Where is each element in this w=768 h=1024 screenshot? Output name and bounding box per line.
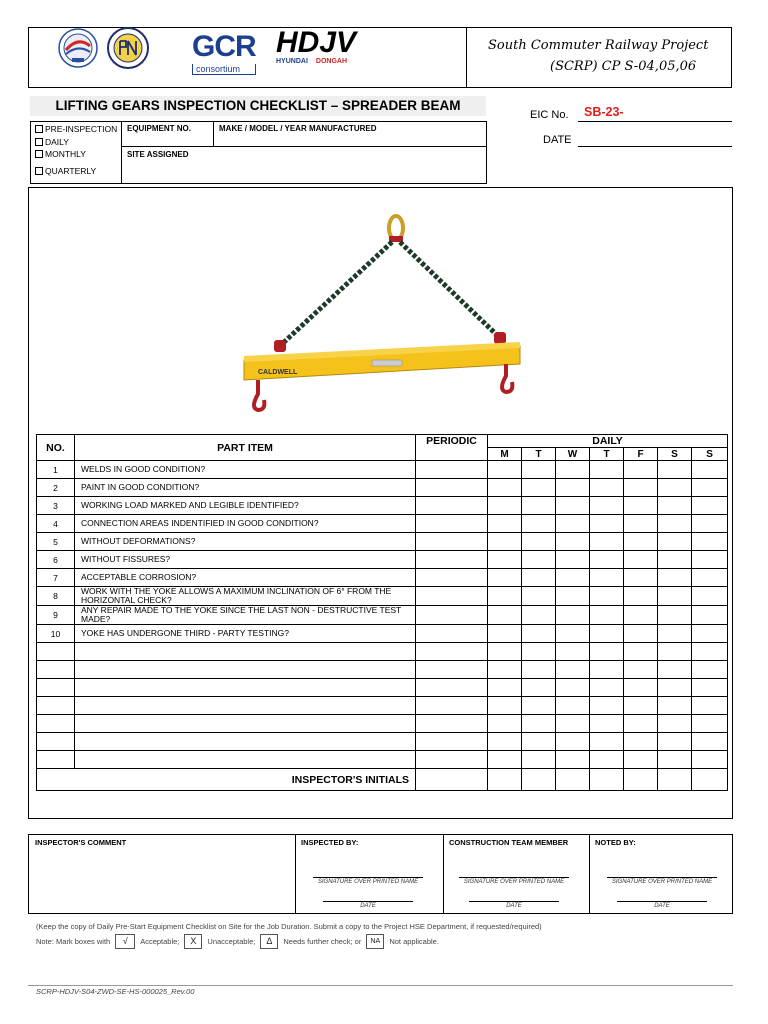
daily-cell[interactable] xyxy=(624,733,658,751)
equipment-no-label: EQUIPMENT NO. xyxy=(127,124,192,133)
triangle-icon: Δ xyxy=(260,934,278,949)
dongah-brand: DONGAH xyxy=(315,58,348,65)
row-part-item: ACCEPTABLE CORROSION? xyxy=(75,569,416,587)
daily-cell[interactable] xyxy=(590,751,624,769)
day-header-tue: T xyxy=(522,448,556,461)
periodic-cell[interactable] xyxy=(416,679,488,697)
daily-cell[interactable] xyxy=(624,569,658,587)
periodic-cell[interactable] xyxy=(416,479,488,497)
daily-cell[interactable] xyxy=(624,715,658,733)
daily-cell[interactable] xyxy=(488,461,522,479)
daily-cell[interactable] xyxy=(556,697,590,715)
daily-cell[interactable] xyxy=(624,625,658,643)
daily-cell[interactable] xyxy=(692,733,728,751)
checkbox-icon[interactable] xyxy=(35,138,43,146)
option-monthly[interactable]: MONTHLY xyxy=(35,149,86,159)
row-part-item: CONNECTION AREAS INDENTIFIED IN GOOD CONDITION? xyxy=(75,515,416,533)
periodic-subheader xyxy=(416,448,488,461)
eic-value[interactable]: SB-23- xyxy=(584,105,624,119)
daily-cell[interactable] xyxy=(590,697,624,715)
gcr-logo-text: GCR xyxy=(192,30,256,63)
col-header-part-item: PART ITEM xyxy=(75,435,416,461)
daily-cell[interactable] xyxy=(692,679,728,697)
daily-cell[interactable] xyxy=(522,715,556,733)
checkbox-icon[interactable] xyxy=(35,150,43,158)
row-part-item: WORK WITH THE YOKE ALLOWS A MAXIMUM INCLINATION OF 6° FROM THE HORIZONTAL CHECK? xyxy=(75,587,416,606)
table-row xyxy=(37,587,728,606)
row-number: 7 xyxy=(37,569,75,587)
table-row xyxy=(37,461,728,479)
checkbox-icon[interactable] xyxy=(35,167,43,175)
daily-cell[interactable] xyxy=(488,533,522,551)
daily-cell[interactable] xyxy=(488,606,522,625)
noted-by-label: NOTED BY: xyxy=(595,838,636,847)
daily-cell[interactable] xyxy=(590,606,624,625)
header-divider xyxy=(466,28,467,87)
daily-cell[interactable] xyxy=(692,697,728,715)
daily-cell[interactable] xyxy=(522,625,556,643)
day-header-sun: S xyxy=(692,448,728,461)
daily-cell[interactable] xyxy=(692,715,728,733)
daily-cell[interactable] xyxy=(488,697,522,715)
row-number xyxy=(37,679,75,697)
row-number: 8 xyxy=(37,587,75,606)
daily-cell[interactable] xyxy=(556,587,590,606)
periodic-cell[interactable] xyxy=(416,497,488,515)
day-header-thu: T xyxy=(590,448,624,461)
note-prefix: Note: Mark boxes with xyxy=(36,937,111,946)
day-header-mon: M xyxy=(488,448,522,461)
inspected-by-date[interactable]: DATE xyxy=(323,901,413,909)
legend-not-applicable: Not applicable. xyxy=(389,937,439,946)
blank-table-row xyxy=(37,751,728,769)
daily-cell[interactable] xyxy=(556,461,590,479)
daily-cell[interactable] xyxy=(488,569,522,587)
row-number xyxy=(37,715,75,733)
col-header-daily: DAILY xyxy=(488,435,728,448)
daily-cell[interactable] xyxy=(522,606,556,625)
construction-team-label: CONSTRUCTION TEAM MEMBER xyxy=(449,838,569,847)
footer-rule xyxy=(28,985,733,986)
daily-cell[interactable] xyxy=(522,661,556,679)
row-number: 1 xyxy=(37,461,75,479)
daily-cell[interactable] xyxy=(488,551,522,569)
periodic-cell[interactable] xyxy=(416,569,488,587)
x-mark-icon: X xyxy=(184,934,202,949)
form-title: LIFTING GEARS INSPECTION CHECKLIST – SPREADER BEAM xyxy=(30,96,486,116)
initials-cell[interactable] xyxy=(416,769,488,791)
periodic-cell[interactable] xyxy=(416,643,488,661)
daily-cell[interactable] xyxy=(556,715,590,733)
date-label: DATE xyxy=(543,134,572,146)
daily-cell[interactable] xyxy=(522,497,556,515)
daily-cell[interactable] xyxy=(692,569,728,587)
daily-cell[interactable] xyxy=(692,479,728,497)
document-code: SCRP-HDJV-S04-ZWD-SE-HS-000025_Rev.00 xyxy=(36,987,195,996)
row-number: 4 xyxy=(37,515,75,533)
legend-unacceptable: Unacceptable; xyxy=(207,937,256,946)
inspector-comment-field[interactable] xyxy=(35,849,289,909)
row-part-item xyxy=(75,715,416,733)
daily-cell[interactable] xyxy=(658,751,692,769)
option-quarterly[interactable]: QUARTERLY xyxy=(35,166,96,176)
daily-cell[interactable] xyxy=(692,606,728,625)
daily-cell[interactable] xyxy=(692,551,728,569)
daily-cell[interactable] xyxy=(658,497,692,515)
daily-cell[interactable] xyxy=(590,643,624,661)
inspector-initials-row xyxy=(37,769,728,791)
signoff-box xyxy=(28,834,733,914)
day-header-wed: W xyxy=(556,448,590,461)
daily-cell[interactable] xyxy=(692,461,728,479)
daily-cell[interactable] xyxy=(522,751,556,769)
blank-table-row xyxy=(37,715,728,733)
row-part-item xyxy=(75,697,416,715)
daily-cell[interactable] xyxy=(522,569,556,587)
daily-cell[interactable] xyxy=(488,643,522,661)
option-daily[interactable]: DAILY xyxy=(35,137,69,147)
daily-cell[interactable] xyxy=(488,679,522,697)
daily-cell[interactable] xyxy=(556,551,590,569)
note-keep-copy: (Keep the copy of Daily Pre-Start Equipment Checklist on Site for the Job Duration. Submit a copy to the Project HSE Department, if requested/required) xyxy=(36,922,542,931)
row-part-item xyxy=(75,751,416,769)
daily-cell[interactable] xyxy=(692,625,728,643)
daily-cell[interactable] xyxy=(658,715,692,733)
periodic-cell[interactable] xyxy=(416,551,488,569)
row-number xyxy=(37,643,75,661)
daily-cell[interactable] xyxy=(692,643,728,661)
row-number xyxy=(37,661,75,679)
gcr-logo-subtext: consortium xyxy=(192,64,256,75)
daily-cell[interactable] xyxy=(658,515,692,533)
row-number: 5 xyxy=(37,533,75,551)
blank-table-row xyxy=(37,679,728,697)
daily-cell[interactable] xyxy=(658,533,692,551)
inspected-by-label: INSPECTED BY: xyxy=(301,838,359,847)
daily-cell[interactable] xyxy=(658,479,692,497)
gcr-logo xyxy=(192,30,256,75)
daily-cell[interactable] xyxy=(624,643,658,661)
daily-cell[interactable] xyxy=(488,751,522,769)
blank-table-row xyxy=(37,697,728,715)
periodic-cell[interactable] xyxy=(416,515,488,533)
inspector-comment-label: INSPECTOR'S COMMENT xyxy=(35,838,127,847)
daily-cell[interactable] xyxy=(556,751,590,769)
table-row xyxy=(37,479,728,497)
note-legend xyxy=(36,934,439,949)
row-part-item: PAINT IN GOOD CONDITION? xyxy=(75,479,416,497)
row-part-item: WELDS IN GOOD CONDITION? xyxy=(75,461,416,479)
daily-cell[interactable] xyxy=(522,697,556,715)
daily-cell[interactable] xyxy=(692,515,728,533)
daily-cell[interactable] xyxy=(488,515,522,533)
daily-cell[interactable] xyxy=(556,625,590,643)
table-row xyxy=(37,533,728,551)
daily-cell[interactable] xyxy=(624,679,658,697)
daily-cell[interactable] xyxy=(624,479,658,497)
daily-cell[interactable] xyxy=(658,461,692,479)
periodic-cell[interactable] xyxy=(416,751,488,769)
project-contract: (SCRP) CP S-04,05,06 xyxy=(550,59,697,74)
initials-cell[interactable] xyxy=(692,769,728,791)
row-part-item xyxy=(75,679,416,697)
daily-cell[interactable] xyxy=(522,587,556,606)
site-assigned-label: SITE ASSIGNED xyxy=(127,150,189,159)
daily-cell[interactable] xyxy=(692,661,728,679)
daily-cell[interactable] xyxy=(556,661,590,679)
day-header-sat: S xyxy=(658,448,692,461)
daily-cell[interactable] xyxy=(522,533,556,551)
row-number xyxy=(37,697,75,715)
periodic-cell[interactable] xyxy=(416,661,488,679)
noted-by-signature[interactable]: SIGNATURE OVER PRINTED NAME xyxy=(607,877,717,885)
row-part-item: WORKING LOAD MARKED AND LEGIBLE IDENTIFIED? xyxy=(75,497,416,515)
daily-cell[interactable] xyxy=(658,625,692,643)
daily-cell[interactable] xyxy=(590,715,624,733)
checkmark-icon: √ xyxy=(115,934,135,949)
table-row xyxy=(37,625,728,643)
row-number: 10 xyxy=(37,625,75,643)
initials-cell[interactable] xyxy=(488,769,522,791)
daily-cell[interactable] xyxy=(522,551,556,569)
initials-cell[interactable] xyxy=(658,769,692,791)
initials-cell[interactable] xyxy=(522,769,556,791)
legend-further-check: Needs further check; or xyxy=(283,937,362,946)
make-model-label: MAKE / MODEL / YEAR MANUFACTURED xyxy=(219,124,377,133)
table-row xyxy=(37,497,728,515)
row-number: 3 xyxy=(37,497,75,515)
dotr-seal-logo xyxy=(54,28,102,68)
daily-cell[interactable] xyxy=(624,497,658,515)
daily-cell[interactable] xyxy=(692,587,728,606)
construction-date[interactable]: DATE xyxy=(469,901,559,909)
daily-cell[interactable] xyxy=(590,661,624,679)
checklist-table xyxy=(36,434,728,791)
daily-cell[interactable] xyxy=(522,515,556,533)
daily-cell[interactable] xyxy=(624,461,658,479)
periodic-cell[interactable] xyxy=(416,533,488,551)
daily-cell[interactable] xyxy=(624,533,658,551)
daily-cell[interactable] xyxy=(522,643,556,661)
initials-cell[interactable] xyxy=(590,769,624,791)
row-part-item xyxy=(75,643,416,661)
periodic-cell[interactable] xyxy=(416,461,488,479)
noted-by-date[interactable]: DATE xyxy=(617,901,707,909)
daily-cell[interactable] xyxy=(556,533,590,551)
daily-cell[interactable] xyxy=(522,461,556,479)
daily-cell[interactable] xyxy=(590,625,624,643)
row-number: 6 xyxy=(37,551,75,569)
daily-cell[interactable] xyxy=(624,587,658,606)
daily-cell[interactable] xyxy=(556,479,590,497)
col-header-periodic: PERIODIC xyxy=(416,435,488,448)
date-field[interactable] xyxy=(578,146,732,147)
daily-cell[interactable] xyxy=(488,479,522,497)
row-part-item xyxy=(75,661,416,679)
daily-cell[interactable] xyxy=(658,697,692,715)
blank-table-row xyxy=(37,661,728,679)
daily-cell[interactable] xyxy=(522,479,556,497)
daily-cell[interactable] xyxy=(556,643,590,661)
periodic-cell[interactable] xyxy=(416,625,488,643)
daily-cell[interactable] xyxy=(522,733,556,751)
beam-brand-label: CALDWELL xyxy=(258,369,298,376)
inspected-by-signature[interactable]: SIGNATURE OVER PRINTED NAME xyxy=(313,877,423,885)
row-number: 9 xyxy=(37,606,75,625)
daily-cell[interactable] xyxy=(488,625,522,643)
eic-label: EIC No. xyxy=(530,109,569,121)
row-part-item: WITHOUT DEFORMATIONS? xyxy=(75,533,416,551)
row-part-item: YOKE HAS UNDERGONE THIRD - PARTY TESTING? xyxy=(75,625,416,643)
daily-cell[interactable] xyxy=(556,606,590,625)
daily-cell[interactable] xyxy=(590,569,624,587)
daily-cell[interactable] xyxy=(590,515,624,533)
inspector-initials-label: INSPECTOR'S INITIALS xyxy=(37,769,416,791)
daily-cell[interactable] xyxy=(624,551,658,569)
daily-cell[interactable] xyxy=(522,679,556,697)
daily-cell[interactable] xyxy=(590,679,624,697)
daily-cell[interactable] xyxy=(556,733,590,751)
daily-cell[interactable] xyxy=(590,587,624,606)
daily-cell[interactable] xyxy=(624,515,658,533)
daily-cell[interactable] xyxy=(488,661,522,679)
daily-cell[interactable] xyxy=(488,733,522,751)
hdjv-logo-text: HDJV xyxy=(276,26,357,59)
day-header-fri: F xyxy=(624,448,658,461)
row-number xyxy=(37,751,75,769)
daily-cell[interactable] xyxy=(488,715,522,733)
hyundai-brand: HYUNDAI xyxy=(276,58,308,65)
daily-cell[interactable] xyxy=(556,679,590,697)
daily-cell[interactable] xyxy=(658,551,692,569)
daily-cell[interactable] xyxy=(624,606,658,625)
daily-cell[interactable] xyxy=(488,497,522,515)
daily-cell[interactable] xyxy=(556,515,590,533)
daily-cell[interactable] xyxy=(624,697,658,715)
eic-underline xyxy=(578,121,732,122)
daily-cell[interactable] xyxy=(590,497,624,515)
daily-cell[interactable] xyxy=(658,679,692,697)
daily-cell[interactable] xyxy=(556,569,590,587)
daily-cell[interactable] xyxy=(488,587,522,606)
row-part-item xyxy=(75,733,416,751)
project-name: South Commuter Railway Project xyxy=(488,38,709,53)
periodic-cell[interactable] xyxy=(416,606,488,625)
equipment-info-box xyxy=(30,121,487,184)
row-part-item: ANY REPAIR MADE TO THE YOKE SINCE THE LAST NON - DESTRUCTIVE TEST MADE? xyxy=(75,606,416,625)
daily-cell[interactable] xyxy=(658,606,692,625)
checkbox-icon[interactable] xyxy=(35,125,43,133)
row-number: 2 xyxy=(37,479,75,497)
daily-cell[interactable] xyxy=(658,643,692,661)
row-part-item: WITHOUT FISSURES? xyxy=(75,551,416,569)
daily-cell[interactable] xyxy=(692,533,728,551)
daily-cell[interactable] xyxy=(658,569,692,587)
daily-cell[interactable] xyxy=(556,497,590,515)
periodic-cell[interactable] xyxy=(416,697,488,715)
hdjv-logo xyxy=(276,26,356,65)
daily-cell[interactable] xyxy=(590,461,624,479)
legend-acceptable: Acceptable; xyxy=(140,937,180,946)
col-header-no: NO. xyxy=(37,435,75,461)
daily-cell[interactable] xyxy=(590,533,624,551)
na-mark-icon: NA xyxy=(366,934,384,949)
table-row xyxy=(37,515,728,533)
daily-cell[interactable] xyxy=(658,587,692,606)
daily-cell[interactable] xyxy=(624,661,658,679)
daily-cell[interactable] xyxy=(692,497,728,515)
daily-cell[interactable] xyxy=(590,551,624,569)
daily-cell[interactable] xyxy=(624,751,658,769)
periodic-cell[interactable] xyxy=(416,715,488,733)
daily-cell[interactable] xyxy=(590,733,624,751)
initials-cell[interactable] xyxy=(556,769,590,791)
daily-cell[interactable] xyxy=(692,751,728,769)
periodic-cell[interactable] xyxy=(416,733,488,751)
daily-cell[interactable] xyxy=(658,661,692,679)
row-number xyxy=(37,733,75,751)
table-row xyxy=(37,569,728,587)
daily-cell[interactable] xyxy=(590,479,624,497)
blank-table-row xyxy=(37,733,728,751)
table-row xyxy=(37,606,728,625)
daily-cell[interactable] xyxy=(658,733,692,751)
periodic-cell[interactable] xyxy=(416,587,488,606)
option-pre-inspection[interactable]: PRE-INSPECTION xyxy=(35,124,117,134)
initials-cell[interactable] xyxy=(624,769,658,791)
spreader-beam-image xyxy=(236,214,526,414)
construction-signature[interactable]: SIGNATURE OVER PRINTED NAME xyxy=(459,877,569,885)
blank-table-row xyxy=(37,643,728,661)
table-row xyxy=(37,551,728,569)
pnr-seal-logo xyxy=(106,27,150,69)
